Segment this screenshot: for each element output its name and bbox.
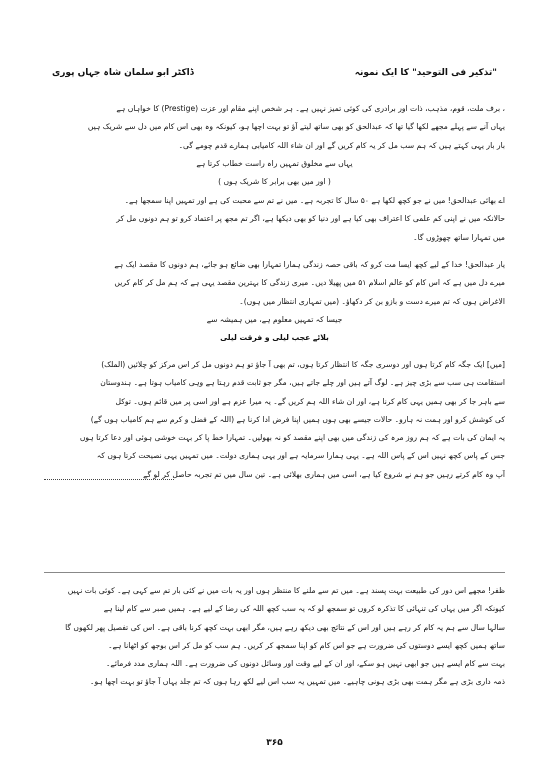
text-line: استقامت ہی سب سے بڑی چیز ہے۔ لوگ آتے ہیں اور چلے جاتے ہیں، مگر جو ثابت قدم رہتا ہے وہی کامیاب ہوتا ہے۔ ہندوستان: [100, 378, 505, 388]
text-line: جس کے پاس کچھ نہیں اس کے پاس اللہ ہے۔ یہی ہمارا سرمایہ ہے اور یہی ہماری دولت۔ میں تمہیں یہی نصیحت کرتا ہوں کہ: [96, 451, 505, 461]
centered-line: جیسا کہ تمہیں معلوم ہے، میں ہمیشہ سے: [206, 314, 343, 324]
dotted-leader: [44, 479, 174, 480]
text-line: یہاں آنے سے پہلے مجھے لکھا گیا تھا کہ عبدالحق کو بھی ساتھ لیتے آؤ تو بہت اچھا ہو، کیونکہ وہ بھی اس کام میں دل سے شریک ہیں: [87, 122, 505, 132]
text-line: ، برف ملت، قوم، مذہب، ذات اور برادری کی کوئی تمیز نہیں ہے۔ ہر شخص اپنے مقام اور عزت (Prestige) کا خواہاں ہے: [116, 104, 505, 113]
running-header: [52, 68, 497, 84]
text-line: میرے دل میں ہے کہ اس کام کو عالم اسلام ۵۱ میں پھیلا دیں۔ میری زندگی کا بہترین مقصد یہی ہے کہ ہم مل کر کام کریں: [114, 278, 505, 288]
text-line: الاغراض ہوں کہ تم میرے دست و بازو بن کر دکھاؤ۔ (میں تمہاری انتظار میں ہوں)۔: [239, 296, 505, 306]
section-divider: [44, 572, 505, 573]
text-line: اے بھائی عبدالحق! میں نے جو کچھ لکھا ہے ۵۰ سال کا تجربہ ہے۔ میں نے تم سے محبت کی ہے اور تمہیں اپنا سمجھا ہے۔: [124, 196, 505, 205]
text-line: ذمہ داری بڑی ہے مگر ہمت بھی بڑی ہونی چاہیے۔ میں تمہیں یہ سب اس لیے لکھ رہا ہوں کہ تم جلد یہاں آ جاؤ تو بہت اچھا ہو۔: [90, 677, 505, 687]
text-line: ظفر! مجھے اس دور کی طبیعت بہت پسند ہے۔ میں تم سے ملنے کا منتظر ہوں اور یہ بات میں نے کئی بار تم سے کہی ہے۔ کوئی بات نہیں: [67, 586, 505, 595]
text-line: یار عبدالحق! خدا کے لیے کچھ ایسا مت کرو کہ باقی حصہ زندگی ہمارا تمہارا بھی ضائع ہو جائے، ہم دونوں کا مقصد ایک ہے: [114, 260, 505, 269]
text-line: [میں] ایک جگہ کام کرتا ہوں اور دوسری جگہ کا انتظار کرتا ہوں، تم بھی آ جاؤ تو ہم دونوں مل کر اس مرکز کو چلائیں (الملک): [101, 360, 505, 369]
text-line: ساتھ ہمیں کچھ ایسے دوستوں کی ضرورت ہے جو اس کام کو اپنا سمجھ کر کریں۔ ہم سب کو مل کر اس بوجھ کو اٹھانا ہے۔: [108, 640, 505, 650]
text-line: آپ وہ کام کرتے رہیں جو ہم نے شروع کیا ہے، اسی میں ہماری بھلائی ہے۔ تین سال میں تم تجربہ حاصل کر لو گے: [143, 469, 505, 479]
header-author: ڈاکٹر ابو سلمان شاہ جہاں پوری: [52, 68, 194, 78]
text-line: کی کوشش کرو اور ہمت نہ ہارو۔ حالات جیسے بھی ہوں ہمیں اپنا فرض ادا کرنا ہے (اللہ کے فضل و کرم سے ہم کامیاب ہوں گے): [90, 414, 505, 424]
text-line: یہ ایمان کی بات ہے کہ ہم روز مرہ کی زندگی میں بھی اپنے مقصد کو نہ بھولیں۔ تمہارا خط پا کر بہت خوشی ہوئی اور دعا کرتا ہوں: [79, 433, 505, 443]
text-line: بہت سے کام ایسے ہیں جو ابھی نہیں ہو سکے، اور ان کے لیے وقت اور وسائل دونوں کی ضرورت ہے۔ اللہ ہماری مدد فرمائے۔: [105, 659, 505, 669]
text-line: سالہا سال سے ہم یہ کام کر رہے ہیں اور اس کے نتائج بھی دیکھ رہے ہیں، مگر ابھی بہت کچھ کرنا باقی ہے۔ اس کی تفصیل پھر لکھوں گا: [65, 622, 505, 632]
paragraph-3: [44, 256, 505, 347]
header-title: "تذکیر فی التوحید" کا ایک نمونہ: [354, 68, 497, 78]
text-line: کیونکہ اگر میں یہاں کی تنہائی کا تذکرہ کروں تو سمجھ لو کہ یہ سب کچھ اللہ کی رضا کے لیے ہے۔ ہمیں صبر سے کام لینا ہے: [103, 604, 505, 614]
paragraph-1: [44, 100, 505, 191]
text-line: میں تمہارا ساتھ چھوڑوں گا۔: [413, 232, 505, 242]
text-line: حالانکہ میں نے اپنی کم علمی کا اعتراف بھی کیا ہے اور دنیا کو بھی دیکھا ہے، اگر تم مجھ پر اعتماد کرو تو ہم دونوں مل کر: [116, 214, 505, 224]
text-line: سے باہر جا کر بھی ہمیں یہی کام کرنا ہے، اور ان شاء اللہ ہم کریں گے۔ یہ میرا عزم ہے اور اسی پر میں قائم ہوں۔ توکل: [115, 396, 505, 406]
paragraph-4: [44, 356, 505, 484]
paragraph-5: [44, 582, 505, 692]
paragraph-2: [44, 192, 505, 247]
page-number: ۳۶۵: [266, 738, 283, 748]
centered-line: ( اور میں بھی برابر کا شریک ہوں ): [218, 177, 331, 187]
text-line: بار بار یہی کہتے ہیں کہ ہم سب مل کر یہ کام کریں گے اور ان شاء اللہ کامیابی ہمارے قدم چومے گی۔: [178, 140, 505, 150]
verse-line: بلائے عجب لیلی و فرقت لیلی: [220, 333, 329, 343]
centered-line: یہاں سے مخلوق تمہیں راہ راست خطاب کرتا ہے: [196, 158, 353, 168]
